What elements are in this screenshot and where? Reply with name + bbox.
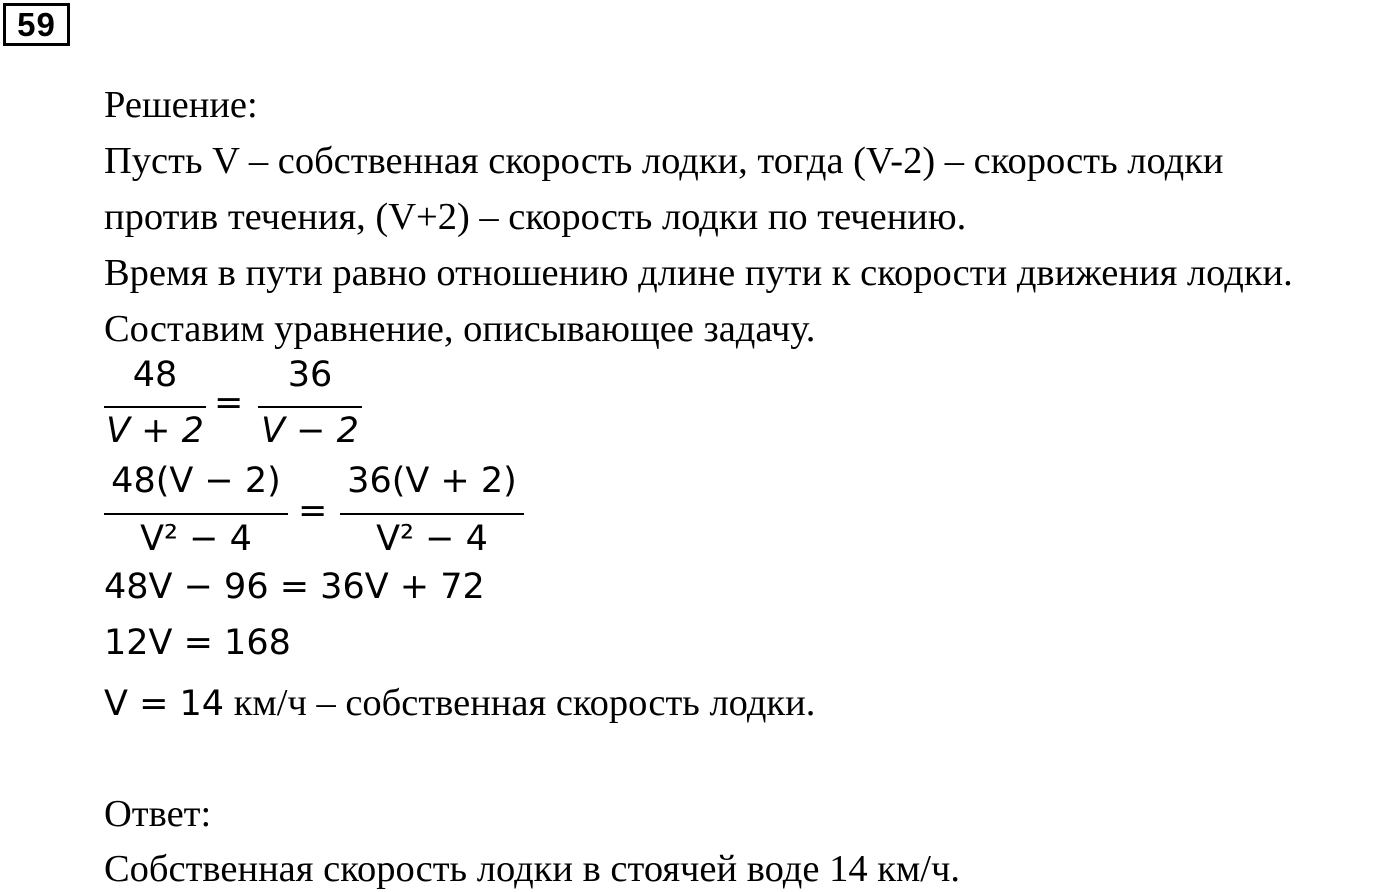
equation2-right-numerator: 36(V + 2) — [347, 461, 517, 501]
equation1-equals: = — [214, 383, 244, 423]
equation1-left-numerator: 48 — [132, 355, 178, 395]
fraction-bar — [340, 513, 524, 515]
equation2-left-numerator: 48(V − 2) — [111, 461, 281, 501]
equation2-left-denominator: V² − 4 — [140, 519, 252, 559]
fraction-bar — [258, 406, 362, 408]
text-line-3: Время в пути равно отношению длине пути к скорости движения лодки. — [104, 252, 1293, 294]
fraction-bar — [104, 406, 206, 408]
answer-heading: Ответ: — [104, 793, 212, 835]
step5-math: V = 14 — [104, 684, 225, 724]
text-line-1: Пусть V – собственная скорость лодки, тогда (V-2) – скорость лодки — [104, 140, 1224, 182]
equation2-right-fraction — [340, 461, 524, 564]
equation2-equals: = — [298, 491, 328, 531]
problem-number-badge: 59 — [3, 3, 70, 46]
solution-heading: Решение: — [104, 84, 258, 126]
text-line-2: против течения, (V+2) – скорость лодки по течению. — [104, 196, 967, 238]
equation1-left-fraction — [104, 355, 206, 458]
equation1-right-fraction — [258, 355, 362, 458]
text-line-4: Составим уравнение, описывающее задачу. — [104, 308, 816, 350]
equation1-right-denominator: V − 2 — [261, 411, 359, 451]
equation-step-4: 12V = 168 — [104, 623, 291, 663]
step5-text: км/ч – собственная скорость лодки. — [224, 682, 816, 724]
answer-text: Собственная скорость лодки в стоячей воде 14 км/ч. — [104, 848, 960, 890]
equation-step-5 — [104, 684, 815, 723]
equation1-right-numerator: 36 — [287, 355, 333, 395]
equation-step-3: 48V − 96 = 36V + 72 — [104, 567, 485, 607]
fraction-bar — [104, 513, 288, 515]
equation2-left-fraction — [104, 461, 288, 564]
equation1-left-denominator: V + 2 — [106, 411, 204, 451]
equation2-right-denominator: V² − 4 — [376, 519, 488, 559]
